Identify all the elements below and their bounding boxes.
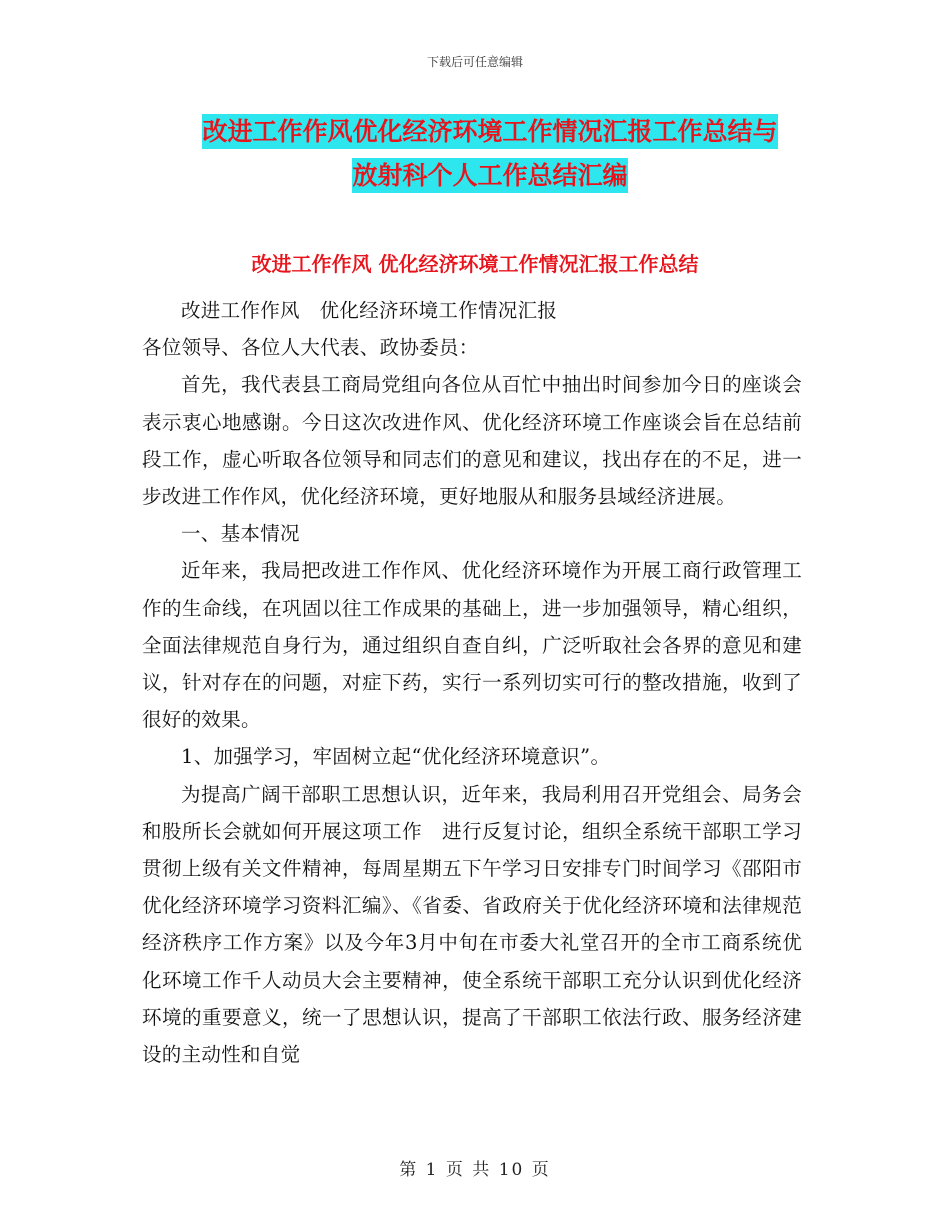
title-line-2: 放射科个人工作总结汇编 [352,158,627,193]
title-line-1: 改进工作作风优化经济环境工作情况汇报工作总结与 [202,114,777,149]
paragraph: 为提高广阔干部职工思想认识，近年来，我局利用召开党组会、局务会和股所长会就如何开展这项工作 进行反复讨论，组织全系统干部职工学习贯彻上级有关文件精神，每周星期五下午学习日安排专门时间学习《邵阳市优化经济环境学习资料汇编》、《省委、省政府关于优化经济环境和法律规范经济秩序工作方案》以及今年3月中旬在市委大礼堂召开的全市工商系统优化环境工作千人动员大会主要精神，使全系统干部职工充分认识到优化经济环境的重要意义，统一了思想认识，提高了干部职工依法行政、服务经济建设的主动性和自觉 [142,782,802,1067]
header-note: 下载后可任意编辑 [426,55,523,69]
paragraph-salutation: 各位领导、各位人大代表、政协委员： [142,336,479,360]
paragraph-heading: 改进工作作风 优化经济环境工作情况汇报 [181,299,558,322]
paragraph-item-heading: 1、加强学习，牢固树立起“优化经济环境意识”。 [181,745,611,769]
section-title: 改进工作作风 优化经济环境工作情况汇报工作总结 [251,252,699,276]
page-number: 第 1 页 共 10 页 [399,1160,551,1180]
document-body [142,292,802,1073]
document-title [140,110,840,198]
paragraph-section-heading: 一、基本情况 [181,522,300,546]
paragraph: 近年来，我局把改进工作作风、优化经济环境作为开展工商行政管理工作的生命线，在巩固以往工作成果的基础上，进一步加强领导，精心组织，全面法律规范自身行为，通过组织自查自纠，广泛听取社会各界的意见和建议，针对存在的问题，对症下药，实行一系列切实可行的整改措施，收到了很好的效果。 [142,559,802,732]
paragraph: 首先，我代表县工商局党组向各位从百忙中抽出时间参加今日的座谈会表示衷心地感谢。今日这次改进作风、优化经济环境工作座谈会旨在总结前段工作，虚心听取各位领导和同志们的意见和建议，找出存在的不足，进一步改进工作作风，优化经济环境，更好地服从和服务县域经济进展。 [142,373,802,509]
